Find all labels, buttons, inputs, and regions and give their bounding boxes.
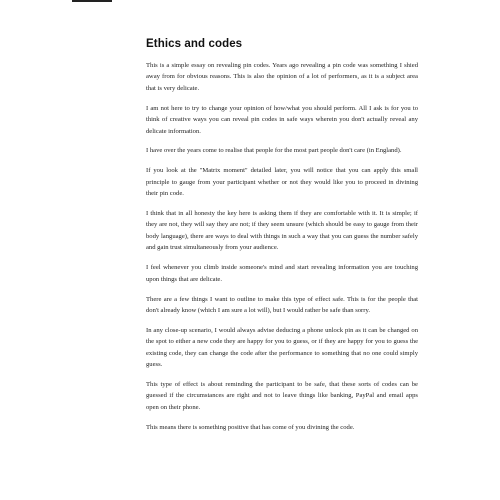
paragraph-10: This means there is something positive that has come of you divining the code. — [146, 423, 355, 431]
paragraph-3: I have over the years come to realise that people for the most part people don't care (in England). — [146, 147, 402, 155]
paragraph-4: If you look at the "Matrix moment" detailed later, you will notice that you can apply this small principle to gauge from your participant whether or not they would like you to proceed in divining their pin code. — [146, 167, 418, 198]
paragraph-2: I am not here to try to change your opinion of how/what you should perform. All I ask is for you to think of creative ways you can reveal pin codes in safe ways wherein you don't actually reveal any delicate information. — [146, 104, 418, 135]
paragraph-8: In any close-up scenario, I would always advise deducing a phone unlock pin as it can be changed on the spot to either a new code they are happy for you to guess, or if they are happy for you to guess the existing code, they can change the code after the performance to something that no one could simply guess. — [146, 326, 418, 369]
top-rule — [72, 0, 112, 2]
document-page — [146, 38, 418, 442]
paragraph-1: This is a simple essay on revealing pin codes. Years ago revealing a pin code was something I shied away from for obvious reasons. This is also the opinion of a lot of performers, as it is a subject area that is very delicate. — [146, 62, 418, 92]
paragraph-5: I think that in all honesty the key here is asking them if they are comfortable with it. It is simple; if they are not, they will say they are not; if they seem unsure (which should be easy to gauge from their body language), there are ways to deal with things in such a way that you can guess the number safely and gain trust simultaneously from your audience. — [146, 210, 418, 252]
paragraph-6: I feel whenever you climb inside someone's mind and start revealing information you are touching upon things that are delicate. — [146, 264, 418, 283]
paragraph-9: This type of effect is about reminding the participant to be safe, that these sorts of codes can be guessed if the circumstances are right and not to leave things like banking, PayPal and email apps open on their phone. — [146, 380, 418, 411]
paragraph-7: There are a few things I want to outline to make this type of effect safe. This is for the people that don't already know (which I am sure a lot will), but I would rather be safe than sorry. — [146, 295, 418, 314]
page-title: Ethics and codes — [146, 38, 243, 50]
